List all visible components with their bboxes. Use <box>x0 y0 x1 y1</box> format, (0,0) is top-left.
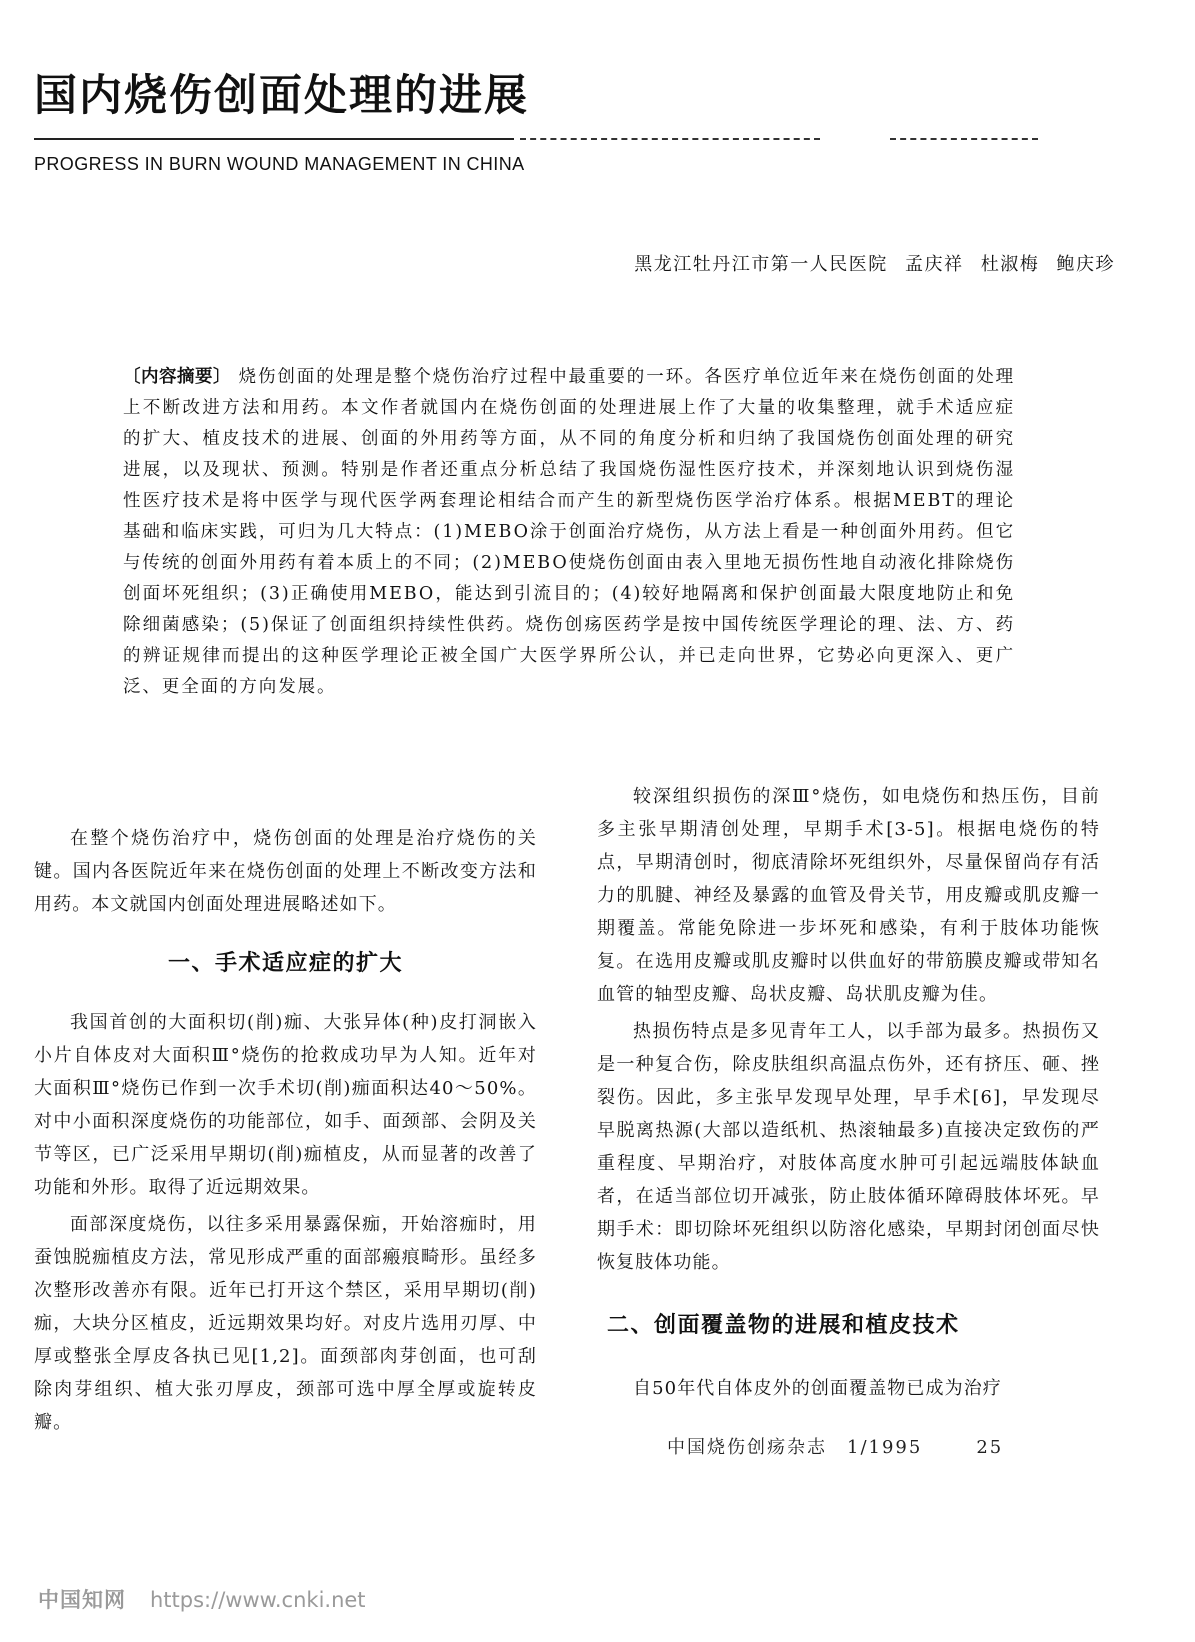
watermark-url: https://www.cnki.net <box>150 1588 366 1612</box>
body-paragraph: 热损伤特点是多见青年工人，以手部为最多。热损伤又是一种复合伤，除皮肤组织高温点伤外，还有挤压、砸、挫裂伤。因此，多主张早发现早处理，早手术[6]，早发现尽早脱离热源(大部以造纸机、热滚轴最多)直接决定致伤的严重程度、早期治疗，对肢体高度水肿可引起远端肢体缺血者，在适当部位切开减张，防止肢体循环障碍肢体坏死。早期手术：即切除坏死组织以防溶化感染，早期封闭创面尽快恢复肢体功能。 <box>597 1021 1100 1273</box>
page-footer <box>667 1433 1003 1459</box>
title-rule-dashed <box>520 138 820 140</box>
author-line <box>634 250 1115 276</box>
right-column <box>597 780 1100 1405</box>
author-name: 孟庆祥 <box>905 254 964 275</box>
body-paragraph: 面部深度烧伤，以往多采用暴露保痂，开始溶痂时，用蚕蚀脱痂植皮方法，常见形成严重的面部瘢痕畸形。虽经多次整形改善亦有限。近年已打开这个禁区，采用早期切(削)痂，大块分区植皮，近远期效果均好。对皮片选用刃厚、中厚或整张全厚皮各执已见[1,2]。面颈部肉芽创面，也可刮除肉芽组织、植大张刃厚皮，颈部可选中厚全厚或旋转皮瓣。 <box>34 1214 537 1433</box>
left-column <box>34 822 537 1439</box>
cnki-watermark <box>38 1584 366 1614</box>
affiliation: 黑龙江牡丹江市第一人民医院 <box>634 254 888 275</box>
article-title: 国内烧伤创面处理的进展 <box>34 71 529 121</box>
title-rule-tail <box>890 138 1038 140</box>
body-paragraph: 自50年代自体皮外的创面覆盖物已成为治疗 <box>633 1378 1002 1399</box>
journal-name: 中国烧伤创疡杂志 <box>667 1437 827 1458</box>
body-paragraph: 较深组织损伤的深Ⅲ°烧伤，如电烧伤和热压伤，目前多主张早期清创处理，早期手术[3-5]。根据电烧伤的特点，早期清创时，彻底清除坏死组织外，尽量保留尚存有活力的肌腱、神经及暴露的血管及骨关节，用皮瓣或肌皮瓣一期覆盖。常能免除进一步坏死和感染，有利于肢体功能恢复。在选用皮瓣或肌皮瓣时以供血好的带筋膜皮瓣或带知名血管的轴型皮瓣、岛状皮瓣、岛状肌皮瓣为佳。 <box>597 786 1100 1005</box>
section-heading: 二、创面覆盖物的进展和植皮技术 <box>607 1313 960 1338</box>
abstract-text: 烧伤创面的处理是整个烧伤治疗过程中最重要的一环。各医疗单位近年来在烧伤创面的处理上不断改进方法和用药。本文作者就国内在烧伤创面的处理进展上作了大量的收集整理，就手术适应症的扩大、植皮技术的进展、创面的外用药等方面，从不同的角度分析和归纳了我国烧伤创面处理的研究进展，以及现状、预测。特别是作者还重点分析总结了我国烧伤湿性医疗技术，并深刻地认识到烧伤湿性医疗技术是将中医学与现代医学两套理论相结合而产生的新型烧伤医学治疗体系。根据MEBT的理论基础和临床实践，可归为几大特点：(1)MEBO涂于创面治疗烧伤，从方法上看是一种创面外用药。但它与传统的创面外用药有着本质上的不同；(2)MEBO使烧伤创面由表入里地无损伤性地自动液化排除烧伤创面坏死组织；(3)正确使用MEBO，能达到引流目的；(4)较好地隔离和保护创面最大限度地防止和免除细菌感染；(5)保证了创面组织持续性供药。烧伤创疡医药学是按中国传统医学理论的理、法、方、药的辨证规律而提出的这种医学理论正被全国广大医学界所公认，并已走向世界，它势必向更深入、更广泛、更全面的方向发展。 <box>123 367 1016 697</box>
title-rule <box>34 138 514 140</box>
page-number: 25 <box>976 1437 1004 1458</box>
issue-number: 1/1995 <box>847 1437 923 1458</box>
body-paragraph: 我国首创的大面积切(削)痂、大张异体(种)皮打洞嵌入小片自体皮对大面积Ⅲ°烧伤的抢救成功早为人知。近年对大面积Ⅲ°烧伤已作到一次手术切(削)痂面积达40～50%。对中小面积深度烧伤的功能部位，如手、面颈部、会阴及关节等区，已广泛采用早期切(削)痂植皮，从而显著的改善了功能和外形。取得了近远期效果。 <box>34 1012 537 1198</box>
abstract-label: 〔内容摘要〕 <box>123 367 232 387</box>
section-heading: 一、手术适应症的扩大 <box>167 951 403 976</box>
author-name: 鲍庆珍 <box>1056 254 1115 275</box>
intro-paragraph: 在整个烧伤治疗中，烧伤创面的处理是治疗烧伤的关键。国内各医院近年来在烧伤创面的处理上不断改变方法和用药。本文就国内创面处理进展略述如下。 <box>34 828 537 915</box>
abstract <box>123 362 1015 703</box>
author-name: 杜淑梅 <box>980 254 1040 275</box>
watermark-name: 中国知网 <box>38 1588 126 1612</box>
article-title-english: PROGRESS IN BURN WOUND MANAGEMENT IN CHINA <box>34 154 525 174</box>
